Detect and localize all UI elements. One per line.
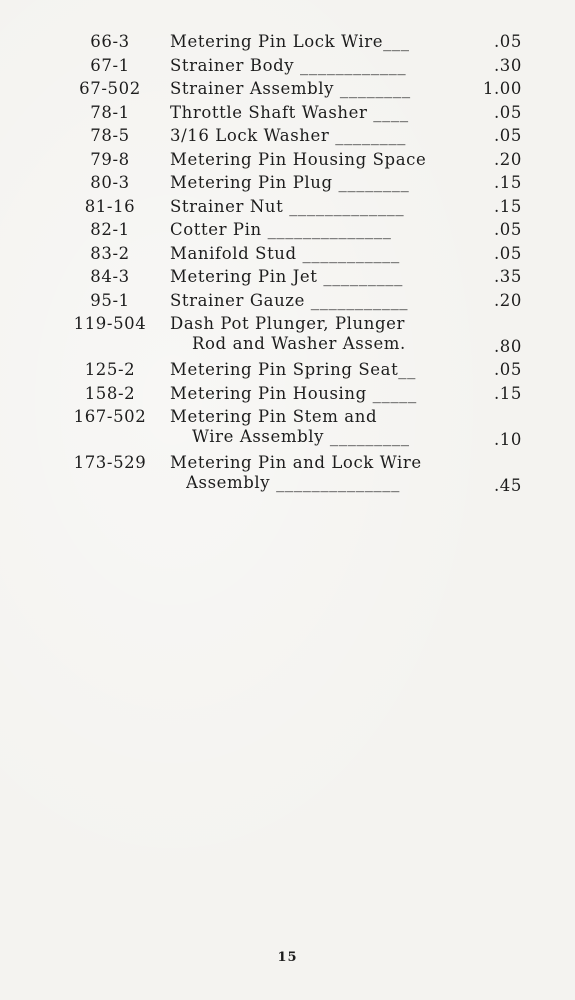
part-description: Metering Pin Plug ________ [170,173,410,192]
part-description-continued: Assembly ______________ [186,472,400,492]
part-description-continued: Rod and Washer Assem. [192,333,406,353]
part-description: Manifold Stud ___________ [170,243,400,263]
part-price: .05 [493,102,522,122]
part-description: Strainer Gauze ___________ [170,290,409,310]
list-item [0,289,575,313]
part-description-continued: Wire Assembly _________ [192,426,410,446]
list-item [0,54,575,78]
part-number: 83-2 [90,243,130,263]
part-price: .10 [493,429,522,449]
part-description: Metering Pin Jet _________ [170,267,404,286]
part-number: 66-3 [90,32,130,51]
part-description: Metering Pin Stem and [170,407,378,426]
list-item [0,451,575,497]
list-item [0,358,575,382]
part-description: Throttle Shaft Washer ____ [170,102,409,122]
part-number: 173-529 [73,453,147,472]
list-item [0,77,575,101]
part-price: .30 [493,55,522,75]
list-item [0,148,575,172]
list-item [0,265,575,289]
part-number: 158-2 [84,383,136,403]
part-number: 78-5 [90,126,130,145]
list-item [0,195,575,219]
part-number: 95-1 [90,290,130,310]
part-number: 125-2 [84,360,136,379]
part-price: .15 [493,383,522,403]
part-price: .20 [493,149,522,169]
part-description: Metering Pin Lock Wire___ [170,32,410,51]
list-item [0,101,575,125]
page-number: 15 [277,950,298,965]
part-price: .15 [493,173,522,192]
part-price: 1.00 [482,79,522,98]
part-number: 79-8 [90,149,130,169]
part-price: .05 [493,32,522,51]
part-description: Strainer Body ____________ [170,55,407,75]
part-description: Metering Pin and Lock Wire [170,453,422,472]
list-item [0,218,575,242]
part-description: Metering Pin Housing _____ [170,383,417,403]
part-price: .20 [493,290,522,310]
part-price: .05 [493,243,522,263]
part-description: 3/16 Lock Washer ________ [170,126,407,145]
part-number: 84-3 [90,267,130,286]
part-number: 119-504 [73,314,147,333]
list-item [0,124,575,148]
list-item [0,30,575,54]
part-description: Cotter Pin ______________ [170,220,392,239]
part-price: .05 [493,220,522,239]
part-number: 67-1 [90,55,130,75]
part-number: 167-502 [73,407,147,426]
part-description: Strainer Nut _____________ [170,196,405,216]
part-description: Strainer Assembly ________ [170,79,411,98]
part-number: 80-3 [90,173,130,192]
part-price: .35 [493,267,522,286]
part-description: Metering Pin Housing Space [170,149,427,169]
part-price: .05 [493,126,522,145]
part-description: Dash Pot Plunger, Plunger [170,314,406,333]
part-number: 82-1 [90,220,130,239]
part-price: .45 [493,475,522,495]
list-item [0,405,575,451]
parts-price-list [0,30,575,497]
part-price: .15 [493,196,522,216]
part-number: 81-16 [84,196,136,216]
part-number: 67-502 [79,79,141,98]
list-item [0,242,575,266]
part-number: 78-1 [90,102,130,122]
part-price: .05 [493,360,522,379]
list-item [0,382,575,406]
list-item [0,312,575,358]
list-item [0,171,575,195]
part-price: .80 [493,336,522,356]
part-description: Metering Pin Spring Seat__ [170,360,417,379]
